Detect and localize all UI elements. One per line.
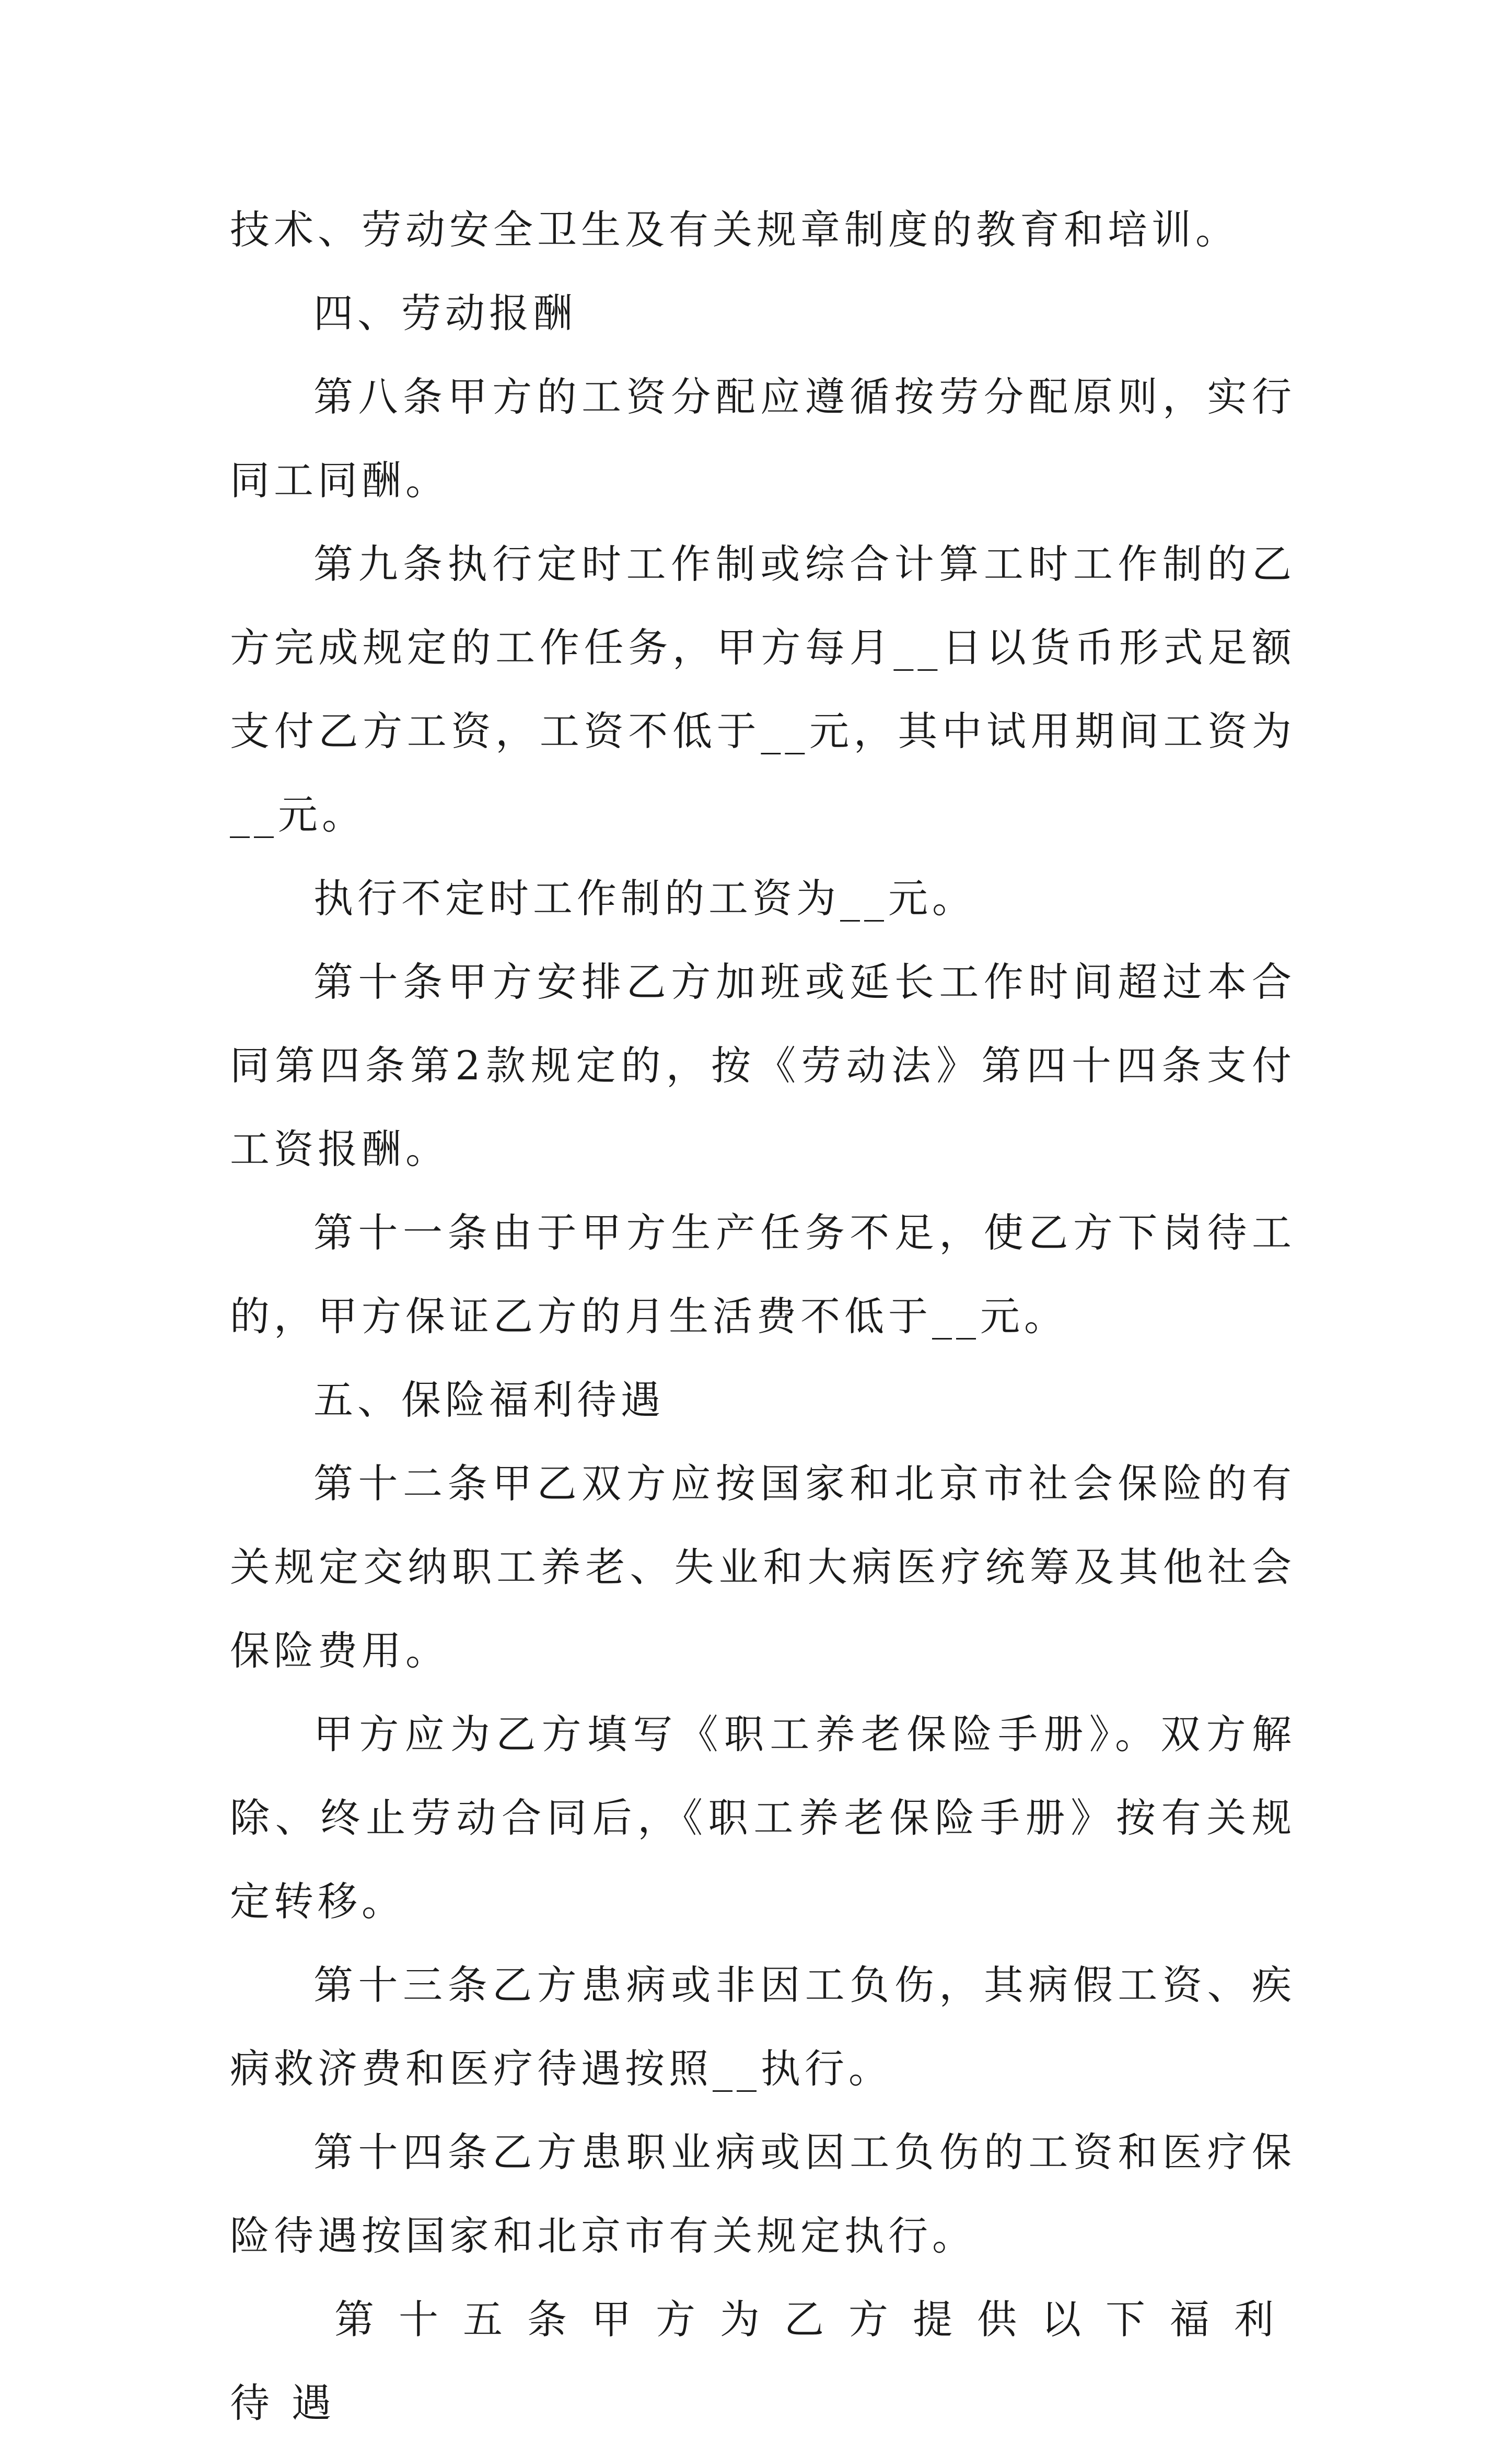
article-11: 第十一条由于甲方生产任务不足，使乙方下岗待工的，甲方保证乙方的月生活费不低于__元。 xyxy=(230,1209,1296,1340)
article-12-supplement: 甲方应为乙方填写《职工养老保险手册》。双方解除、终止劳动合同后，《职工养老保险手册》按有关规定转移。 xyxy=(230,1711,1296,1925)
section-heading-labor-pay: 四、劳动报酬 xyxy=(313,290,577,336)
article-12: 第十二条甲乙双方应按国家和北京市社会保险的有关规定交纳职工养老、失业和大病医疗统筹及其他社会保险费用。 xyxy=(230,1460,1296,1674)
article-9: 第九条执行定时工作制或综合计算工时工作制的乙方完成规定的工作任务，甲方每月__日以货币形式足额支付乙方工资，工资不低于__元，其中试用期间工资为__元。 xyxy=(230,541,1296,838)
article-14: 第十四条乙方患职业病或因工负伤的工资和医疗保险待遇按国家和北京市有关规定执行。 xyxy=(230,2129,1296,2259)
section-heading-insurance-welfare: 五、保险福利待遇 xyxy=(313,1377,665,1423)
article-13: 第十三条乙方患病或非因工负伤，其病假工资、疾病救济费和医疗待遇按照__执行。 xyxy=(230,1962,1296,2092)
paragraph-1: 技术、劳动安全卫生及有关规章制度的教育和培训。 xyxy=(230,206,1239,253)
article-10: 第十条甲方安排乙方加班或延长工作时间超过本合同第四条第2款规定的，按《劳动法》第四十四条支付工资报酬。 xyxy=(230,959,1296,1172)
article-8: 第八条甲方的工资分配应遵循按劳分配原则，实行同工同酬。 xyxy=(230,374,1296,504)
article-9-supplement: 执行不定时工作制的工资为__元。 xyxy=(313,875,976,922)
article-15: 第十五条甲方为乙方提供以下福利待遇 xyxy=(230,2296,1296,2426)
document-body xyxy=(230,188,1296,2445)
